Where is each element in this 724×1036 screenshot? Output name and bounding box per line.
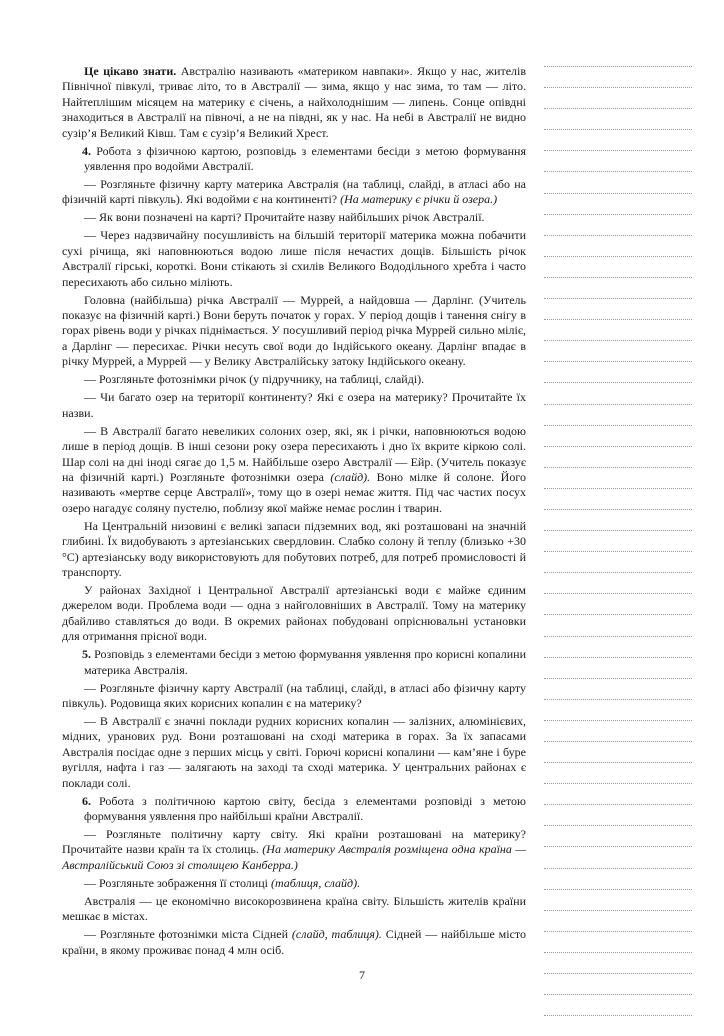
margin-note-line [544, 467, 692, 469]
paragraph: На Центральній низовині є великі запаси підземних вод, які розташовані на значній глибині. Їх видобувають з артезіанських свердловин. Слабко солону й теплу (близько +30 °C) артезіанську воду використовують для побутових потреб, для потреб промисловості й транспорту. [62, 518, 526, 579]
section-number: 6. [82, 793, 91, 808]
margin-note-line [544, 720, 692, 722]
margin-note-line [544, 382, 692, 384]
margin-note-line [544, 129, 692, 131]
margin-note-line [544, 108, 692, 110]
margin-note-line [544, 614, 692, 616]
paragraph: — Розгляньте політичну карту світу. Які країни розташовані на материку? Прочитайте назви країн та їх столиць. (На материку Австралія розміщена одна країна — Австралійський Союз зі столицею Канберра.) [62, 827, 526, 872]
margin-note-line [544, 509, 692, 511]
margin-note-line [544, 994, 692, 996]
margin-note-line [544, 910, 692, 912]
notes-margin-lines [544, 66, 692, 1036]
margin-note-line [544, 804, 692, 806]
margin-note-line [544, 193, 692, 195]
margin-note-line [544, 66, 692, 68]
margin-note-line [544, 277, 692, 279]
paragraph: — Як вони позначені на карті? Прочитайте назву найбільших річок Австралії. [84, 210, 485, 225]
margin-note-line [544, 931, 692, 933]
margin-note-line [544, 235, 692, 237]
margin-note-line [544, 298, 692, 300]
section-6-heading: 6. Робота з політичною картою світу, бесіда з елементами розповіді з метою формування уявлення про найбільші країни Австралії. [82, 793, 526, 823]
margin-note-line [544, 889, 692, 891]
margin-note-line [544, 741, 692, 743]
paragraph: — Через надзвичайну посушливість на більшій території материка можна побачити сухі річища, які наповнюються водою лише після нечастих дощів. Більшість річок Австралії гірські, короткі. Вони стікають зі схилів Великого Вододільного хребта і часто пересихають або сильно міліють. [62, 228, 526, 289]
margin-note-line [544, 572, 692, 574]
paragraph: — Розгляньте фотознімки річок (у підручнику, на таблиці, слайді). [84, 372, 425, 387]
margin-note-line [544, 846, 692, 848]
margin-note-line [544, 488, 692, 490]
margin-note-line [544, 319, 692, 321]
margin-note-line [544, 636, 692, 638]
paragraph: — Розгляньте фізичну карту материка Австралія (на таблиці, слайді, в атласі або на фізичній карті півкуль). Які водойми є на континенті? (На материку є річки й озера.) [62, 177, 526, 207]
paragraph: — В Австралії є значні поклади рудних корисних копалин — залізних, алюмінієвих, мідних, уранових руд. Вони розташовані на сході материка в горах. За їх запасами Австралія посідає одне з перших місць у світі. Горючі корисні копалини — кам’яне і буре вугілля, нафта і газ — залягають на заході та сході материка. У центральних районах є поклади солі. [62, 713, 526, 790]
paragraph: — В Австралії багато невеликих солоних озер, які, як і річки, наповнюються водою лише в період дощів. В інші сезони року озера пересихають і дно їх вкрите кіркою солі. Шар солі на дні іноді сягає до 1,5 м. Найбільше озеро Австралії — Ейр. (Учитель показує на фізичній карті.) Розгляньте фотознімки озера (слайд). Воно мілке й солоне. Його називають «мертве серце Австралії», тому що в озері немає життя. Під час частих посух озеро нагадує соляну пустелю, поблизу якої майже немає рослин і тварин. [62, 423, 526, 515]
margin-note-line [544, 825, 692, 827]
paragraph: — Чи багато озер на території континенту? Які є озера на материку? Прочитайте їх назви. [62, 390, 526, 420]
paragraph: У районах Західної і Центральної Австралії артезіанські води є майже єдиним джерелом води. Проблема води — одна з найголовніших в Австралії. Тому на материку дбайливо ставляться до води. В окремих районах побудовані опріснювальні установки для отримання прісної води. [62, 582, 526, 644]
margin-note-line [544, 657, 692, 659]
margin-note-line [544, 678, 692, 680]
margin-note-line [544, 762, 692, 764]
margin-note-line [544, 868, 692, 870]
margin-note-line [544, 214, 692, 216]
margin-note-line [544, 340, 692, 342]
margin-note-line [544, 952, 692, 954]
main-text-column [62, 64, 526, 961]
margin-note-line [544, 404, 692, 406]
margin-note-line [544, 361, 692, 363]
margin-note-line [544, 530, 692, 532]
margin-note-line [544, 1015, 692, 1017]
section-number: 4. [82, 143, 91, 158]
margin-note-line [544, 87, 692, 89]
margin-note-line [544, 551, 692, 553]
section-5-heading: 5. Розповідь з елементами бесіди з метою формування уявлення про корисні копалини материка Австралія. [82, 647, 526, 677]
section-number: 5. [82, 647, 91, 662]
paragraph-interesting-fact: Це цікаво знати. Австралію називають «материком навпаки». Якщо у нас, жителів Північної півкулі, триває літо, то в Австралії — зима, якщо у нас зима, то там — літо. Найтеплішим місяцем на материку є січень, а найхолоднішим — липень. Сонце опівдні знаходиться в Австралії на півночі, а не на півдні, як у нас. На небі в Австралії не видно сузір’я Великий Ківш. Там є сузір’я Великий Хрест. [62, 64, 527, 140]
margin-note-line [544, 783, 692, 785]
paragraph: Австралія — це економічно високорозвинена країна світу. Більшість жителів країни мешкає в містах. [62, 893, 526, 924]
paragraph: — Розгляньте фізичну карту Австралії (на таблиці, слайді, в атласі або фізичну карту півкуль). Родовища яких корисних копалин є на материку? [62, 680, 526, 710]
margin-note-line [544, 446, 692, 448]
fact-heading: Це цікаво знати. [84, 64, 177, 78]
page-number: 7 [359, 968, 365, 982]
margin-note-line [544, 171, 692, 173]
margin-note-line [544, 150, 692, 152]
margin-note-line [544, 425, 692, 427]
margin-note-line [544, 593, 692, 595]
paragraph: — Розгляньте фотознімки міста Сідней (слайд, таблиця). Сідней — найбільше місто країни, в якому проживає понад 4 млн осіб. [62, 927, 526, 957]
paragraph: Головна (найбільша) річка Австралії — Муррей, а найдовша — Дарлінг. (Учитель показує на фізичній карті.) Вони беруть початок у горах. У період дощів і танення снігу в горах рівень води у річках піднімається. У посушливий період річка Муррей сильно міліє, а Дарлінг — пересихає. Річки несуть свої води до Індійського океану. Дарлінг впадає в річку Муррей, а Муррей — у Велику Австралійську затоку Індійського океану. [62, 292, 526, 369]
margin-note-line [544, 699, 692, 701]
section-4-heading: 4. Робота з фізичною картою, розповідь з елементами бесіди з метою формування уявлення про водойми Австралії. [82, 143, 526, 174]
paragraph: — Розгляньте зображення її столиці (таблиця, слайд). [84, 875, 361, 890]
margin-note-line [544, 256, 692, 258]
